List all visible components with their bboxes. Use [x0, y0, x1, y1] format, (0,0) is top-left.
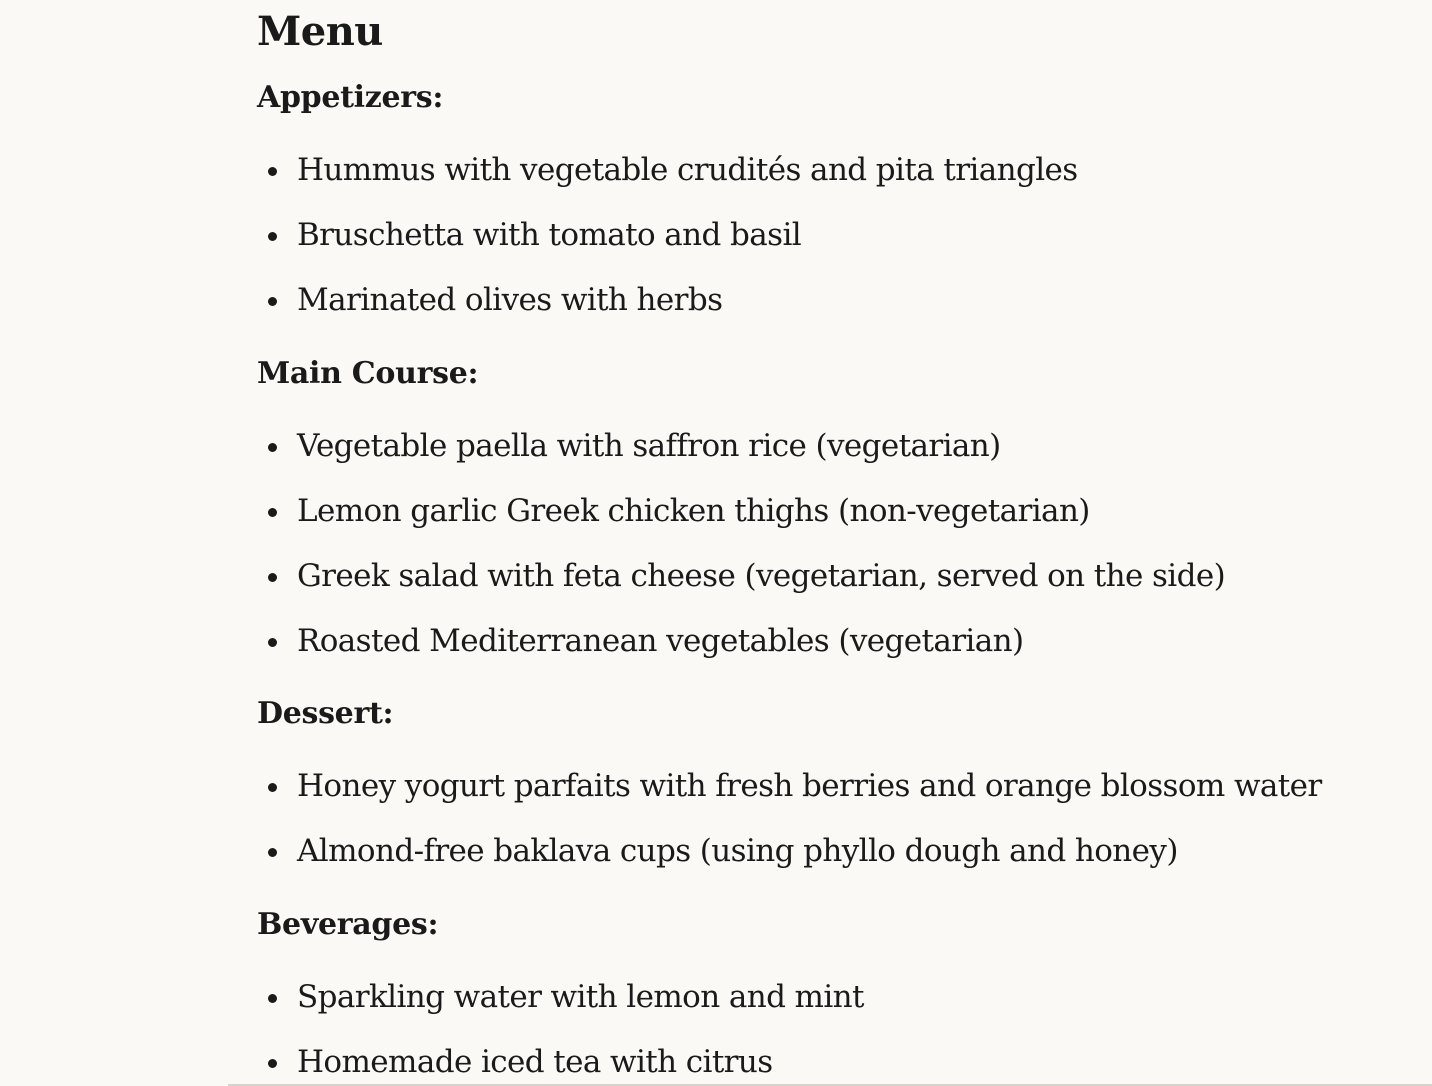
list-item: Almond-free baklava cups (using phyllo dough and honey) — [257, 831, 1337, 871]
list-item: Homemade iced tea with citrus — [257, 1042, 1337, 1082]
section-heading: Dessert: — [257, 696, 394, 731]
section-heading: Beverages: — [257, 907, 439, 942]
section-dessert — [257, 694, 1337, 871]
page-title: Menu — [257, 8, 383, 55]
item-list — [257, 977, 1337, 1082]
list-item: Bruschetta with tomato and basil — [257, 215, 1337, 255]
section-heading: Appetizers: — [257, 80, 444, 115]
list-item: Vegetable paella with saffron rice (vegetarian) — [257, 426, 1337, 466]
item-list — [257, 426, 1337, 661]
section-appetizers — [257, 78, 1337, 320]
list-item: Roasted Mediterranean vegetables (vegetarian) — [257, 621, 1337, 661]
list-item: Honey yogurt parfaits with fresh berries and orange blossom water — [257, 766, 1337, 806]
list-item: Hummus with vegetable crudités and pita triangles — [257, 150, 1337, 190]
section-heading: Main Course: — [257, 356, 479, 391]
item-list — [257, 150, 1337, 320]
list-item: Sparkling water with lemon and mint — [257, 977, 1337, 1017]
section-beverages — [257, 905, 1337, 1082]
list-item: Marinated olives with herbs — [257, 280, 1337, 320]
section-main-course — [257, 354, 1337, 661]
item-list — [257, 766, 1337, 871]
list-item: Lemon garlic Greek chicken thighs (non-vegetarian) — [257, 491, 1337, 531]
list-item: Greek salad with feta cheese (vegetarian, served on the side) — [257, 556, 1337, 596]
